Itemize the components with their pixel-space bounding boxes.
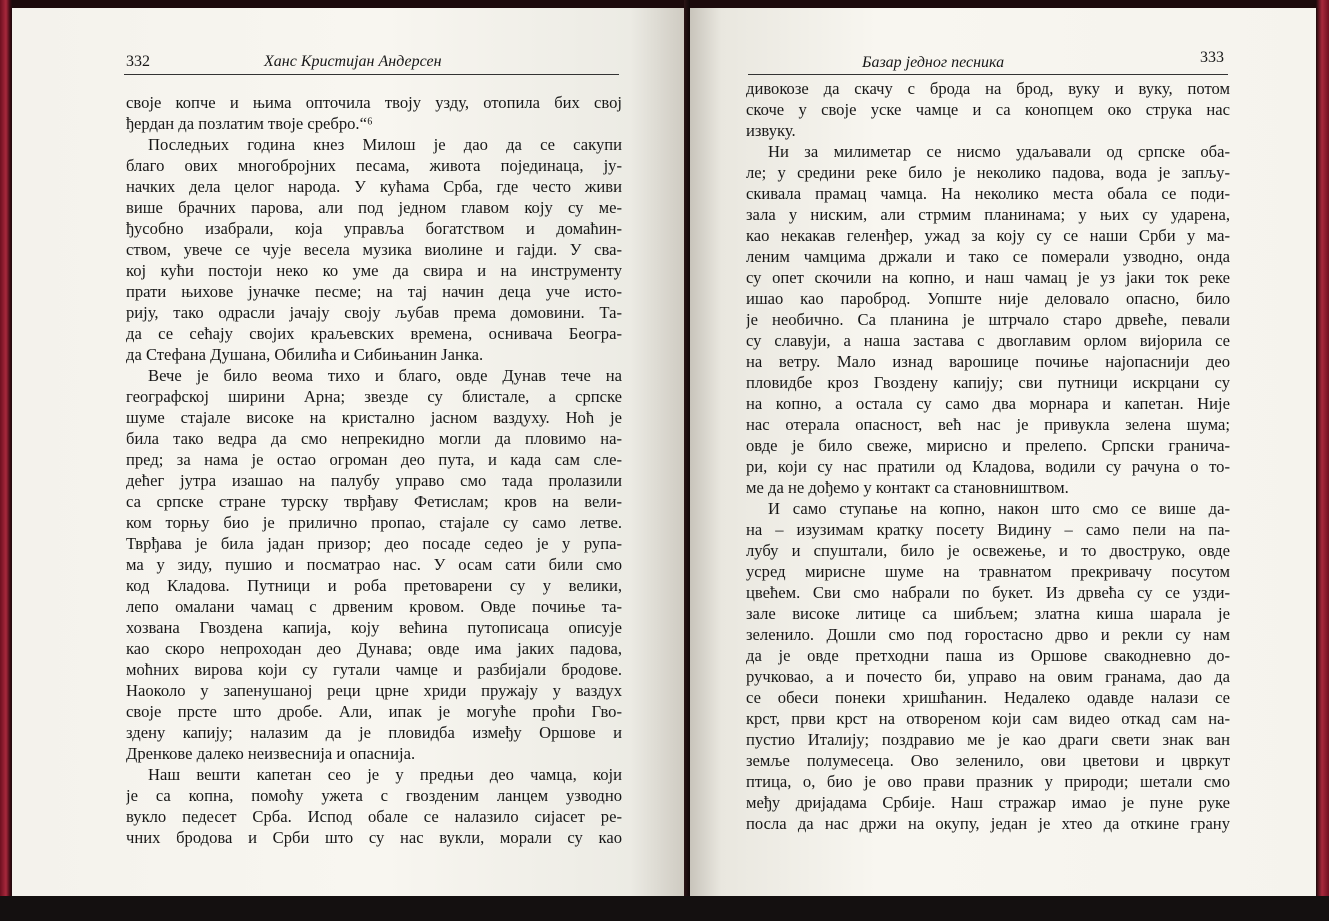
right-page [690,8,1316,896]
text-line: пловидбе кроз Гвоздену капију; сви путници искрцани су [746,373,1230,392]
text-line: ством, увече се чује весела музика виолине и гајди. У сва- [126,240,622,259]
text-line: крст, први крст на отвореном који сам видео откад сам на- [746,709,1230,728]
text-line: више брачних парова, али под једном главом коју су ме- [126,198,622,217]
text-line: ри, који су нас пратили од Кладова, водили су рачуна о то- [746,457,1230,476]
left-page-text [126,92,622,848]
text-line: дивокозе да скачу с брода на брод, вуку и вуку, потом [746,79,1230,98]
text-line: нас отерала опасност, већ нас је привукла зелена шума; [746,415,1230,434]
text-line: своје прсте што дробе. Али, ипак је могуће проћи Гво- [126,702,622,721]
text-line: ма у зиду, пушио и посматрао нас. У осам сати били смо [126,555,622,574]
text-line: лепо омалани чамац с дрвеним кровом. Овде почиње та- [126,597,622,616]
text-line: су славуји, а наша застава с двоглавим орлом вијорила се [746,331,1230,350]
right-page-number: 333 [1200,49,1224,66]
text-line: извуку. [746,121,796,140]
text-line: вукло педесет Срба. Испод обале се налазило сијасет ре- [126,807,622,826]
left-page [12,8,684,896]
text-line: су опет скочили на копно, и наш чамац је уз јаки ток реке [746,268,1230,287]
text-line: зала у ниским, али стрмим планинама; у њих су ударена, [746,205,1230,224]
text-line: шуме стајале високе на кристално јасном ваздуху. Ноћ је [126,408,622,427]
text-line: скивала прамац чамца. На неколико места обала се поди- [746,184,1230,203]
text-line: ишао као пароброд. Уопште није деловало опасно, било [746,289,1230,308]
text-line: посла да нас држи на окупу, један је хтео да откине грану [746,814,1230,833]
text-line: као скоро непроходан део Дунава; овде има јаких падова, [126,639,622,658]
text-line: ле; у средини реке било је неколико падова, вода је запљу- [746,163,1230,182]
text-line: на ветру. Мало изнад варошице почиње најопаснији део [746,352,1230,371]
text-line: била тако ведра да смо непрекидно могли да пловимо на- [126,429,622,448]
right-page-header [748,44,1228,75]
text-line: се обеси понеки хришћанин. Недалеко одавде налази се [746,688,1230,707]
text-line: моћних вирова који су гутали чамце и разбијали бродове. [126,660,622,679]
right-running-head: Базар једног песника [862,54,1005,71]
text-line: пред; за нама је остао огроман део пута, и када сам сле- [126,450,622,469]
text-line: да Стефана Душана, Обилића и Сибињанин Јанка. [126,345,484,364]
text-line: Ни за милиметар се нисмо удаљавали од српске оба- [768,142,1230,161]
text-line: дећег јутра изашао на палубу управо смо тада пролазили [126,471,622,490]
text-line: да се сећају својих краљевских времена, оснивача Београ- [126,324,622,343]
text-line: своје копче и њима опточила твоју узду, отопила бих свој [126,93,622,112]
text-line: ђусобно изабрали, која управља богатством и домаћин- [126,219,622,238]
text-line: усред мирисне шуме на травнатом прекривачу посутом [746,562,1230,581]
text-line: Вече је било веома тихо и благо, овде Дунав тече на [148,366,622,385]
text-line: Наш вешти капетан сео је у предњи део чамца, који [148,765,622,784]
text-line: Последњих година кнез Милош је дао да се сакупи [148,135,622,154]
text-line: са српске стране турску тврђаву Фетислам; кров на вели- [126,492,622,511]
text-line: земље полумесеца. Ово зеленило, ови цветови и цвркут [746,751,1230,770]
text-line: леним чамцима држали и тако се померали узводно, онда [746,247,1230,266]
text-line: Тврђава је била јадан призор; део посаде седео је у рупа- [126,534,622,553]
text-line: начких дела целог народа. У кућама Срба, где често живи [126,177,622,196]
text-line: зале високе литице са шибљем; златна киша шарала је [746,604,1230,623]
text-line: код Кладова. Путници и роба претоварени су у велики, [126,576,622,595]
text-line: међу дријадама Србије. Наш стражар имао је пуне руке [746,793,1230,812]
text-line: пустио Италију; поздравио ме је као драги свети знак ван [746,730,1230,749]
text-line: цвећем. Сви смо набрали по букет. Из дрвећа су се узди- [746,583,1230,602]
left-running-head: Ханс Кристијан Андерсен [264,53,442,70]
text-line: на копно, а остала су само два морнара и капетан. Није [746,394,1230,413]
text-line: овде је било свеже, мирисно и прелепо. Српски гранича- [746,436,1230,455]
text-line: прати њихове јуначке песме; на тај начин деца уче исто- [126,282,622,301]
text-line: је необично. Са планина је штрчало старо дрвеће, певали [746,310,1230,329]
left-page-number: 332 [126,53,150,70]
text-line: хозвана Гвоздена капија, коју већина путописаца описује [126,618,622,637]
text-line: птица, о, био је ово прави празник у природи; шетали смо [746,772,1230,791]
text-line: благо ових многобројних песама, живота појединаца, ју- [126,156,622,175]
text-line: скоче у своје уске чамце и са конопцем око струка нас [746,100,1230,119]
text-line: кој кући постоји неко ко уме да свира и на инструменту [126,261,622,280]
text-line: чних бродова и Срби што су нас вукли, морали су као [126,828,622,847]
left-page-header [124,44,619,75]
text-line: ме да не дођемо у контакт са становништвом. [746,478,1069,497]
text-line: као некакав геленђер, ужад за коју су се наши Срби у ма- [746,226,1230,245]
text-line: на – изузимам кратку посету Видину – само пели на па- [746,520,1230,539]
text-line: И само ступање на копно, након што смо се више да- [768,499,1230,518]
text-line: рију, тако одрасли јачају своју љубав према домовини. Та- [126,303,622,322]
text-line: Дренкове далеко неизвеснија и опаснија. [126,744,416,763]
text-line: зеленило. Дошли смо под горостасно дрво и рекли су нам [746,625,1230,644]
text-line: географској ширини Арна; звезде су блистале, а српске [126,387,622,406]
text-line: да је овде претходни паша из Оршове свакодневно до- [746,646,1230,665]
text-line: ком торњу био је прилично пропао, стајале су само летве. [126,513,622,532]
text-line: Наоколо у запенушаној реци црне хриди пружају у ваздух [126,681,622,700]
text-line: је са копна, помоћу ужета с гвозденим ланцем узводно [126,786,622,805]
text-line: ђердан да позлатим твоје сребро.“⁶ [126,114,373,133]
bottom-background [0,896,1329,921]
text-line: ручковао, а и почесто би, управо на овим гранама, дао да [746,667,1230,686]
text-line: здену капију; налазим да је пловидба између Оршове и [126,723,622,742]
text-line: лубу и спуштали, било је освежење, и то двоструко, овде [746,541,1230,560]
right-page-text [746,78,1230,834]
